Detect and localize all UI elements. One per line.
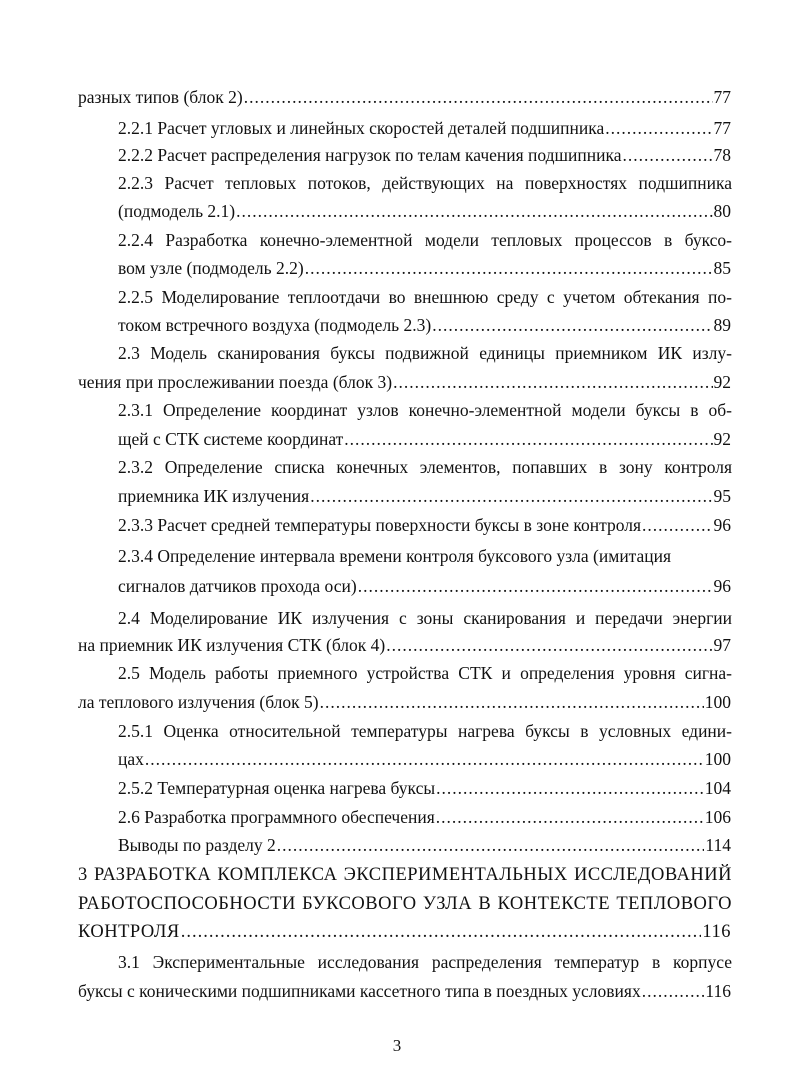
toc-page: 114 [705, 835, 731, 855]
toc-leader [244, 86, 713, 108]
toc-leader [393, 371, 712, 393]
page-number: 3 [392, 1036, 402, 1055]
toc-leader [310, 485, 712, 507]
toc-text: 2.6 Разработка программного обеспечения [118, 807, 435, 827]
toc-line: 2.3.4 Определение интервала времени контроля буксового узла (имитация [118, 546, 672, 566]
toc-page: 96 [713, 576, 731, 596]
chapter-heading: 3 РАЗРАБОТКА КОМПЛЕКСА ЭКСПЕРИМЕНТАЛЬНЫХ ИССЛЕДОВАНИЙ [78, 865, 732, 885]
toc-text: сигналов датчиков прохода оси) [118, 576, 357, 596]
toc-leader [358, 575, 713, 597]
toc-page: 100 [704, 749, 731, 769]
toc-entry [78, 921, 731, 943]
toc-leader [181, 921, 702, 943]
toc-entry [118, 144, 731, 166]
toc-page: 78 [713, 145, 731, 165]
toc-line: 2.3.2 Определение списка конечных элементов, попавших в зону контроля [118, 457, 732, 477]
toc-entry [118, 314, 731, 336]
toc-text: током встречного воздуха (подмодель 2.3) [118, 315, 432, 335]
toc-entry [118, 257, 731, 279]
toc-text: ла теплового излучения (блок 5) [78, 692, 319, 712]
toc-leader [436, 806, 704, 828]
toc-text: 2.2.2 Расчет распределения нагрузок по телам качения подшипника [118, 145, 622, 165]
toc-page: 104 [704, 778, 731, 798]
toc-entry [118, 748, 731, 770]
toc-entry [118, 200, 731, 222]
toc-text: Выводы по разделу 2 [118, 835, 276, 855]
toc-text: чения при прослеживании поезда (блок 3) [78, 372, 393, 392]
toc-entry [78, 691, 731, 713]
toc-leader [305, 257, 713, 279]
toc-page: 92 [713, 429, 731, 449]
toc-leader [386, 634, 712, 656]
toc-page: 77 [713, 87, 731, 107]
toc-entry [118, 777, 731, 799]
toc-page: 116 [705, 981, 731, 1001]
toc-entry [78, 980, 731, 1002]
toc-page: 77 [713, 118, 731, 138]
toc-line: 2.3.1 Определение координат узлов конечно-элементной модели буксы в об- [118, 400, 732, 420]
toc-leader [432, 314, 712, 336]
toc-page: 100 [704, 692, 731, 712]
toc-text: буксы с коническими подшипниками кассетного типа в поездных условиях [78, 981, 641, 1001]
toc-text: КОНТРОЛЯ [78, 922, 180, 942]
toc-page: 89 [713, 315, 731, 335]
toc-entry [118, 485, 731, 507]
toc-leader [320, 691, 704, 713]
toc-text: (подмодель 2.1) [118, 201, 236, 221]
toc-page: 80 [713, 201, 731, 221]
toc-page: 106 [704, 807, 731, 827]
toc-page: 95 [713, 486, 731, 506]
toc-line: 2.2.5 Моделирование теплоотдачи во внешнюю среду с учетом обтекания по- [118, 287, 732, 307]
toc-entry [78, 86, 731, 108]
toc-text: приемника ИК излучения [118, 486, 310, 506]
chapter-heading: РАБОТОСПОСОБНОСТИ БУКСОВОГО УЗЛА В КОНТЕКСТЕ ТЕПЛОВОГО [78, 894, 732, 914]
toc-page: 96 [713, 515, 731, 535]
toc-entry [118, 834, 731, 856]
toc-text: 2.2.1 Расчет угловых и линейных скоростей деталей подшипника [118, 118, 605, 138]
toc-line: 2.2.3 Расчет тепловых потоков, действующих на поверхностях подшипника [118, 173, 732, 193]
toc-entry [118, 806, 731, 828]
toc-line: 2.3 Модель сканирования буксы подвижной единицы приемником ИК излу- [118, 343, 732, 363]
toc-page: 85 [713, 258, 731, 278]
toc-line: 2.2.4 Разработка конечно-элементной модели тепловых процессов в буксо- [118, 230, 732, 250]
toc-line: 2.5.1 Оценка относительной температуры нагрева буксы в условных едини- [118, 721, 732, 741]
toc-page: 97 [713, 635, 731, 655]
toc-line: 3.1 Экспериментальные исследования распределения температур в корпусе [118, 952, 732, 972]
toc-page: 116 [702, 922, 731, 942]
toc-leader [277, 834, 705, 856]
toc-leader [436, 777, 704, 799]
toc-leader [344, 428, 712, 450]
toc-line: 2.4 Моделирование ИК излучения с зоны сканирования и передачи энергии [118, 608, 732, 628]
toc-leader [236, 200, 712, 222]
toc-entry [118, 514, 731, 536]
toc-line: 2.5 Модель работы приемного устройства СТК и определения уровня сигна- [118, 663, 732, 683]
toc-text: вом узле (подмодель 2.2) [118, 258, 304, 278]
toc-leader [605, 117, 712, 139]
toc-text: разных типов (блок 2) [78, 87, 243, 107]
toc-text: щей с СТК системе координат [118, 429, 344, 449]
toc-entry [78, 634, 731, 656]
toc-leader [642, 980, 705, 1002]
toc-entry [118, 117, 731, 139]
toc-text: 2.3.3 Расчет средней температуры поверхности буксы в зоне контроля [118, 515, 642, 535]
toc-entry [78, 371, 731, 393]
toc-text: цах [118, 749, 144, 769]
toc-entry [118, 575, 731, 597]
toc-leader [642, 514, 712, 536]
toc-text: 2.5.2 Температурная оценка нагрева буксы [118, 778, 436, 798]
toc-page: 92 [713, 372, 731, 392]
toc-leader [145, 748, 704, 770]
toc-text: на приемник ИК излучения СТК (блок 4) [78, 635, 386, 655]
toc-leader [623, 144, 713, 166]
toc-entry [118, 428, 731, 450]
